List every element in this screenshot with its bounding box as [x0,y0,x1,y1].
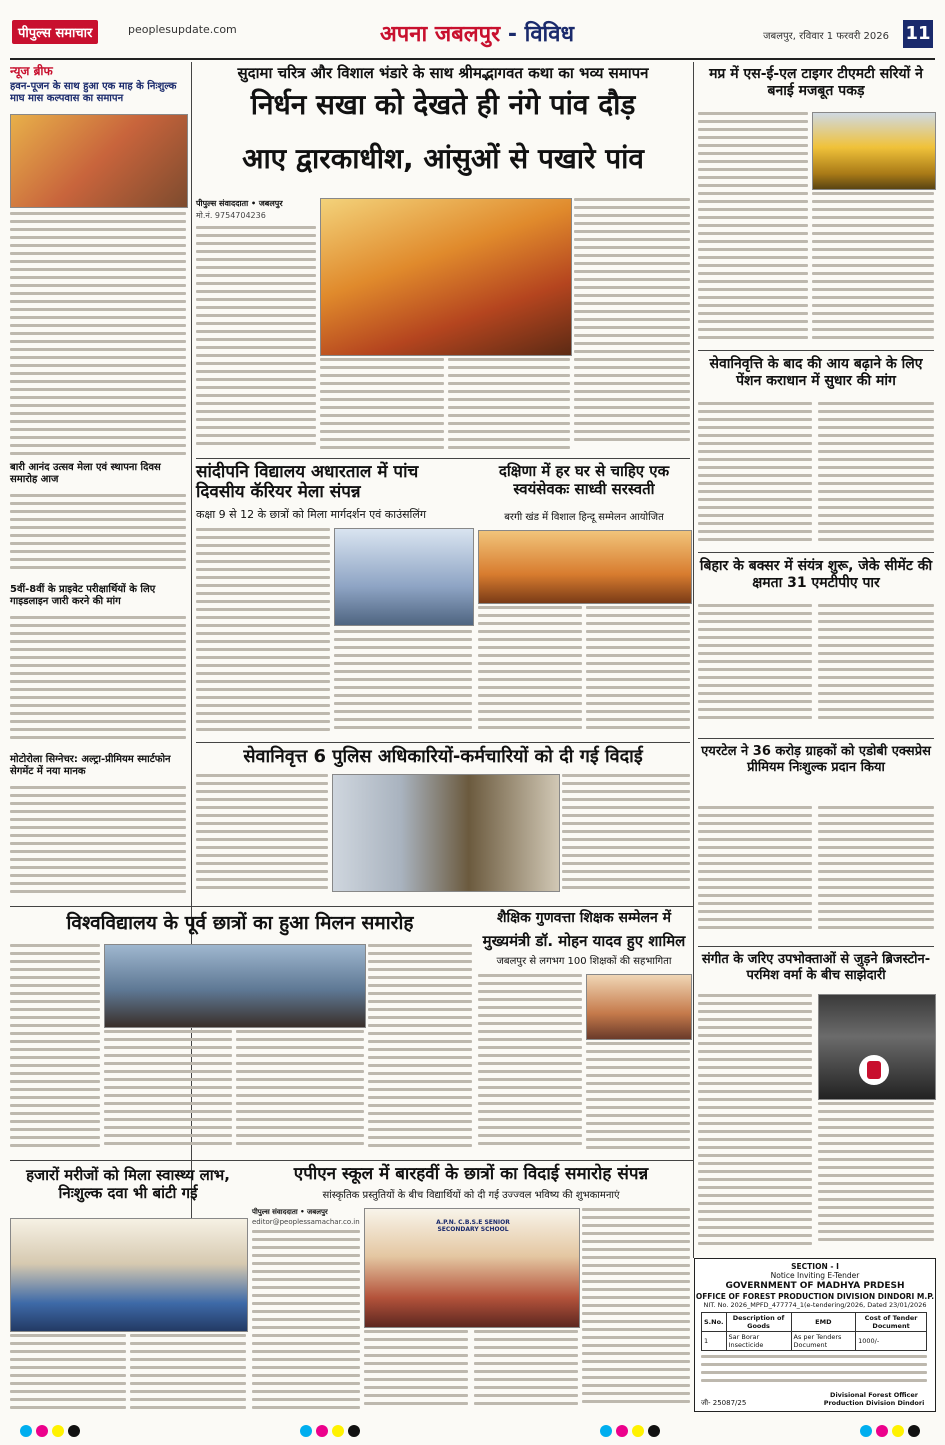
rule [10,906,693,907]
rule [196,742,690,743]
tmt-truck-photo [812,112,936,190]
tender-col-sno: S.No. [702,1312,727,1331]
shikshak-headline-2: मुख्यमंत्री डॉ. मोहन यादव हुए शामिल [482,932,686,950]
apn-body-col-3 [474,1330,578,1414]
rule [698,552,934,553]
news-brief-headline-2: बारी आनंद उत्सव मेला एवं स्थापना दिवस समारोह आज [10,462,161,485]
airtel-body-col-2 [818,806,934,940]
lead-headline-line-2: आए द्वारकाधीश, आंसुओं से पखारे पांव [242,142,644,175]
tender-office: OFFICE OF FOREST PRODUCTION DIVISION DINDORI M.P. [695,1292,935,1301]
apn-farewell-photo [364,1208,580,1328]
column-rule [693,62,694,1258]
police-headline: सेवानिवृत्त 6 पुलिस अधिकारियों-कर्मचारियों को दी गई विदाई [243,746,643,767]
news-brief-headline-1: हवन-पूजन के साथ हुआ एक माह के निःशुल्क माघ मास कल्पवास का समापन [10,81,177,105]
career-subhead: कक्षा 9 से 12 के छात्रों को मिला मार्गदर्शन एवं काउंसलिंग [196,508,427,521]
shikshak-body-col-2 [586,1042,690,1156]
tender-table [701,1312,927,1351]
tmt-headline: मप्र में एस-ई-एल टाइगर टीएमटी सरियों ने बनाई मजबूत पकड़ [709,66,923,99]
health-body-col-1 [10,1334,126,1414]
tender-cell: 1 [702,1331,727,1350]
career-body-col-1 [196,528,330,738]
tender-cell: Sar Borar Insecticide [726,1331,791,1350]
bridgestone-photo [818,994,936,1100]
alumni-group-photo [104,944,366,1028]
tender-notice [694,1258,936,1412]
section-title [380,18,574,48]
page-number: 11 [903,20,933,48]
tender-cell: As per Tenders Document [791,1331,856,1350]
school-banner: A.P.N. C.B.S.E SENIOR SECONDARY SCHOOL [436,1219,510,1234]
alumni-body-col-3 [236,1030,364,1156]
bridgestone-logo-icon [859,1055,889,1085]
lead-kicker: सुदामा चरित्र और विशाल भंडारे के साथ श्रीमद्भागवत कथा का भव्य समापन [237,64,649,82]
lead-body-col-4 [574,198,690,454]
bihar-body-col-1 [698,604,812,730]
pension-body-col-2 [818,402,934,546]
alumni-headline: विश्वविद्यालय के पूर्व छात्रों का हुआ मिलन समारोह [66,912,414,934]
apn-body-col-1 [252,1230,360,1414]
tender-nit: NIT. No. 2026_MPFD_477774_1(e-tendering/2026, Dated 23/01/2026 [703,1301,927,1310]
tender-ref: जी- 25087/25 [701,1399,747,1407]
news-brief-label: न्यूज ब्रीफ [10,64,53,78]
issue-date: जबलपुर, रविवार 1 फरवरी 2026 [763,31,889,42]
kalpvas-photo [10,114,188,208]
tender-signatory: Divisional Forest Officer Production Division Dindori [823,1391,925,1408]
rule [698,350,934,351]
tender-notice-label: Notice Inviting E-Tender [770,1271,860,1281]
bhagwat-katha-photo [320,198,572,356]
bihar-body-col-2 [818,604,934,730]
pension-body-col-1 [698,402,812,546]
career-headline: सांदीपनि विद्यालय अधारताल में पांच दिवसीय कॅरियर मेला संपन्न [196,462,419,503]
tender-terms [701,1355,927,1385]
shikshak-sammelan-photo [586,974,692,1040]
alumni-body-col-2 [104,1030,232,1156]
site-url: peoplesupdate.com [128,23,237,36]
news-brief-text-1 [10,212,186,460]
apn-body-col-2 [364,1330,468,1414]
apn-byline: पीपुल्स संवाददाता • जबलपुर [252,1208,328,1216]
rule [196,458,690,459]
music-body-col-1 [698,994,812,1252]
shikshak-body-col-1 [478,974,582,1156]
health-body-col-2 [130,1334,246,1414]
police-farewell-photo [332,774,560,892]
lead-headline-line-1: निर्धन सखा को देखते ही नंगे पांव दौड़ [250,88,636,121]
airtel-body-col-1 [698,806,812,940]
print-color-swatches [0,1425,945,1439]
police-body-col-1 [196,774,328,900]
news-brief-headline-4: मोटोरोला सिग्नेचर: अल्ट्रा-प्रीमियम स्मार्टफोन सेगमेंट में नया मानक [10,754,171,777]
music-body-col-2 [818,1102,934,1252]
tmt-body-col-1 [698,112,808,344]
tender-col-cost: Cost of Tender Document [856,1312,927,1331]
masthead [10,16,935,60]
music-headline: संगीत के जरिए उपभोक्ताओं से जुड़ने ब्रिजस्टोन-परमिश वर्मा के बीच साझेदारी [701,952,931,983]
dakshina-subhead: बरगी खंड में विशाल हिन्दू सम्मेलन आयोजित [504,512,664,523]
lead-body-col-1 [196,226,316,454]
lead-byline: पीपुल्स संवाददाता • जबलपुर [196,199,283,208]
airtel-headline: एयरटेल ने 36 करोड़ ग्राहकों को एडोबी एक्सप्रेस प्रीमियम निःशुल्क प्रदान किया [701,744,931,775]
shikshak-subhead: जबलपुर से लगभग 100 शिक्षकों की सहभागिता [496,956,672,967]
tender-col-desc: Description of Goods [726,1312,791,1331]
apn-body-col-4 [582,1208,690,1414]
news-brief-text-4 [10,786,186,902]
pension-headline: सेवानिवृत्ति के बाद की आय बढ़ाने के लिए पेंशन कराधान में सुधार की मांग [709,356,923,389]
career-body-col-2 [334,630,472,738]
rule [698,946,934,947]
newspaper-logo: पीपुल्स समाचार [12,20,98,44]
police-body-col-2 [562,774,690,900]
hindu-sammelan-photo [478,530,692,604]
apn-headline: एपीएन स्कूल में बारहवीं के छात्रों का विदाई समारोह संपन्न [293,1164,649,1184]
news-brief-header [10,64,188,114]
tender-cell: 1000/- [856,1331,927,1350]
rule [10,1160,693,1161]
career-fair-photo [334,528,474,626]
news-brief-text-3 [10,616,186,750]
news-brief-headline-3: 5वीं-8वीं के प्राइवेट परीक्षार्थियों के लिए गाइडलाइन जारी करने की मांग [10,584,156,607]
section-title-b: विविध [524,22,575,47]
tender-gov: GOVERNMENT OF MADHYA PRDESH [725,1280,905,1291]
shikshak-headline-1: शैक्षिक गुणवत्ता शिक्षक सम्मेलन में [496,910,672,926]
news-brief-text-2 [10,494,186,580]
health-camp-photo [10,1218,248,1332]
dakshina-body-col-2 [586,606,690,738]
rule [698,738,934,739]
apn-subhead: सांस्कृतिक प्रस्तुतियों के बीच विद्यार्थियों को दी गई उज्ज्वल भविष्य की शुभकामनाएं [322,1190,620,1201]
lead-mobile: मो.नं. 9754704236 [196,211,266,220]
bihar-headline: बिहार के बक्सर में संयंत्र शुरू, जेके सीमेंट की क्षमता 31 एमटीपीए पार [699,558,933,591]
health-headline: हजारों मरीजों को मिला स्वास्थ्य लाभ, निःशुल्क दवा भी बांटी गई [26,1166,230,1202]
dakshina-headline: दक्षिणा में हर घर से चाहिए एक स्वयंसेवकः साध्वी सरस्वती [498,462,670,498]
tender-col-emd: EMD [791,1312,856,1331]
section-title-a: अपना जबलपुर [380,22,501,47]
dakshina-body-col-1 [478,606,582,738]
alumni-body-col-1 [10,944,100,1156]
alumni-body-col-4 [368,944,472,1156]
section-title-sep: - [500,22,525,47]
tmt-body-col-2 [812,192,934,344]
tender-section: SECTION - I [791,1262,839,1271]
lead-body-col-3 [448,358,570,454]
lead-body-col-2 [320,358,444,454]
apn-email: editor@peoplessamachar.co.in [252,1218,360,1226]
